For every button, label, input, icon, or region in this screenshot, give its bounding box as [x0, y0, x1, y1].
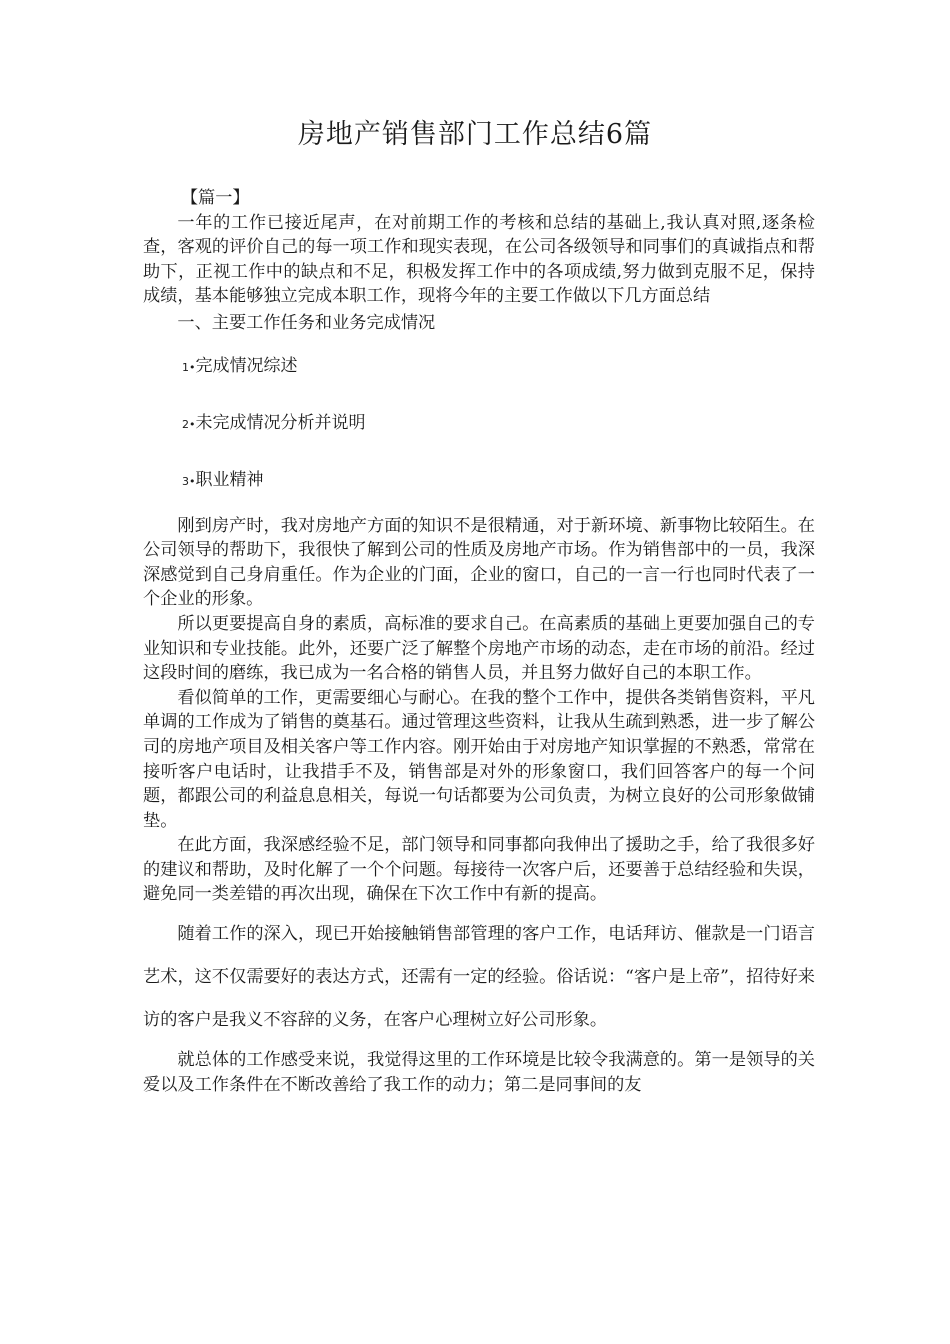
- list-item-2: [143, 411, 815, 437]
- document-body: [143, 186, 815, 1097]
- body-paragraph: 刚到房产时，我对房地产方面的知识不是很精通，对于新环境、新事物比较陌生。在公司领导的帮助下，我很快了解到公司的性质及房地产市场。作为销售部中的一员，我深深感觉到自己身肩重任。作为企业的门面，企业的窗口，自己的一言一行也同时代表了一个企业的形象。: [143, 515, 815, 610]
- final-paragraph: 就总体的工作感受来说，我觉得这里的工作环境是比较令我满意的。第一是领导的关爱以及工作条件在不断改善给了我工作的动力；第二是同事间的友: [143, 1050, 815, 1095]
- document-title: 房地产销售部门工作总结6篇: [297, 119, 653, 150]
- list-item-1: [143, 354, 815, 380]
- list-item-text: 完成情况综述: [195, 355, 298, 376]
- list-item-text: 职业精神: [195, 469, 264, 490]
- list-item-text: 未完成情况分析并说明: [195, 412, 366, 433]
- list-item-3: [143, 468, 815, 494]
- body-paragraph: 所以更要提高自身的素质，高标准的要求自己。在高素质的基础上更要加强自己的专业知识和专业技能。此外，还要广泛了解整个房地产市场的动态，走在市场的前沿。经过这段时间的磨练，我已成为一名合格的销售人员，并且努力做好自己的本职工作。: [143, 613, 815, 684]
- list-number: 2•: [182, 417, 196, 431]
- intro-paragraph: 一年的工作已接近尾声，在对前期工作的考核和总结的基础上,我认真对照,逐条检查，客观的评价自己的每一项工作和现实表现，在公司各级领导和同事们的真诚指点和帮助下，正视工作中的缺点和不足，积极发挥工作中的各项成绩,努力做到克服不足，保持成绩，基本能够独立完成本职工作，现将今年的主要工作做以下几方面总结: [143, 212, 815, 307]
- loose-paragraph: 随着工作的深入，现已开始接触销售部管理的客户工作，电话拜访、催款是一门语言艺术，这不仅需要好的表达方式，还需有一定的经验。俗话说：“客户是上帝”，招待好来访的客户是我义不容辞的义务，在客户心理树立好公司形象。: [143, 924, 815, 1031]
- body-paragraph: 在此方面，我深感经验不足，部门领导和同事都向我伸出了援助之手，给了我很多好的建议和帮助，及时化解了一个个问题。每接待一次客户后，还要善于总结经验和失误，避免同一类差错的再次出现，确保在下次工作中有新的提高。: [143, 835, 815, 905]
- body-paragraph: 看似简单的工作，更需要细心与耐心。在我的整个工作中，提供各类销售资料，平凡单调的工作成为了销售的奠基石。通过管理这些资料，让我从生疏到熟悉，进一步了解公司的房地产项目及相关客户等工作内容。刚开始由于对房地产知识掌握的不熟悉，常常在接听客户电话时，让我措手不及，销售部是对外的形象窗口，我们回答客户的每一个问题，都跟公司的利益息息相关，每说一句话都要为公司负责，为树立良好的公司形象做铺垫。: [143, 687, 815, 831]
- list-number: 3•: [182, 474, 196, 488]
- heading-1: 一、主要工作任务和业务完成情况: [177, 312, 436, 333]
- section-label: 【篇一】: [180, 188, 250, 208]
- list-number: 1•: [182, 360, 196, 374]
